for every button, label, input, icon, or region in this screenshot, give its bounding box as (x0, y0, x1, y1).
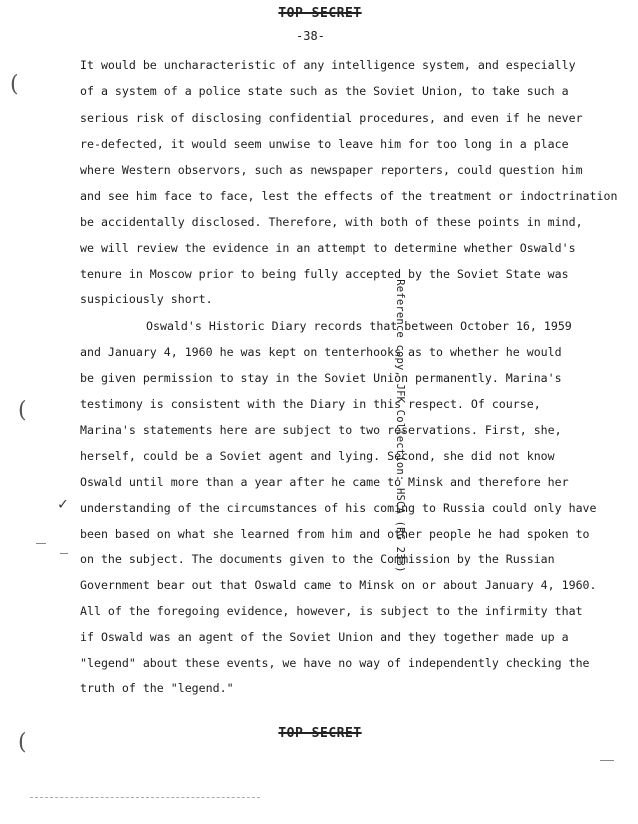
text-line: understanding of the circumstances of his coming to Russia could only have (80, 501, 597, 515)
text-line: Government bear out that Oswald came to Minsk on or about January 4, 1960. (80, 578, 597, 592)
left-margin-punch-mark: ( (18, 398, 27, 423)
text-line: suspiciously short. (80, 292, 213, 306)
text-line: if Oswald was an agent of the Soviet Union and they together made up a (80, 630, 569, 644)
checkmark-annotation: ✓ (58, 494, 68, 513)
text-line: testimony is consistent with the Diary in this respect. Of course, (80, 397, 541, 411)
text-line: be accidentally disclosed. Therefore, with both of these points in mind, (80, 215, 583, 229)
text-line: All of the foregoing evidence, however, is subject to the infirmity that (80, 604, 583, 618)
text-line: tenure in Moscow prior to being fully accepted by the Soviet State was (80, 267, 569, 281)
margin-tick (60, 553, 68, 554)
footer-classification-stamp: TOP SECRET (278, 726, 362, 741)
page-number: -38- (296, 29, 325, 43)
text-line: herself, could be a Soviet agent and lying. Second, she did not know (80, 449, 555, 463)
text-line: truth of the "legend." (80, 681, 234, 695)
text-line: we will review the evidence in an attempt to determine whether Oswald's (80, 241, 576, 255)
text-line: Marina's statements here are subject to two reservations. First, she, (80, 423, 562, 437)
text-line: Oswald's Historic Diary records that between October 16, 1959 (146, 319, 572, 333)
text-line: of a system of a police state such as the Soviet Union, to take such a (80, 84, 569, 98)
bottom-scan-artifact (30, 797, 260, 798)
text-line: and see him face to face, lest the effects of the treatment or indoctrination (80, 189, 618, 203)
left-margin-punch-mark: ( (10, 72, 19, 97)
left-margin-punch-mark: ( (18, 730, 27, 755)
reference-copy-margin-note: Reference copy, JFK Collection: HSCA (RG 233) (394, 279, 406, 573)
text-line: where Western observors, such as newspaper reporters, could question him (80, 163, 583, 177)
text-line: been based on what she learned from him and other people he had spoken to (80, 527, 590, 541)
header-classification-stamp: TOP SECRET (278, 6, 362, 21)
text-line: serious risk of disclosing confidential procedures, and even if he never (80, 111, 583, 125)
text-line: and January 4, 1960 he was kept on tenterhooks as to whether he would (80, 345, 562, 359)
margin-tick (600, 760, 614, 761)
text-line: It would be uncharacteristic of any intelligence system, and especially (80, 58, 576, 72)
text-line: on the subject. The documents given to the Commission by the Russian (80, 552, 555, 566)
text-line: be given permission to stay in the Soviet Union permanently. Marina's (80, 371, 562, 385)
margin-tick (36, 543, 46, 544)
text-line: "legend" about these events, we have no way of independently checking the (80, 656, 590, 670)
text-line: Oswald until more than a year after he came to Minsk and therefore her (80, 475, 569, 489)
text-line: re-defected, it would seem unwise to leave him for too long in a place (80, 137, 569, 151)
